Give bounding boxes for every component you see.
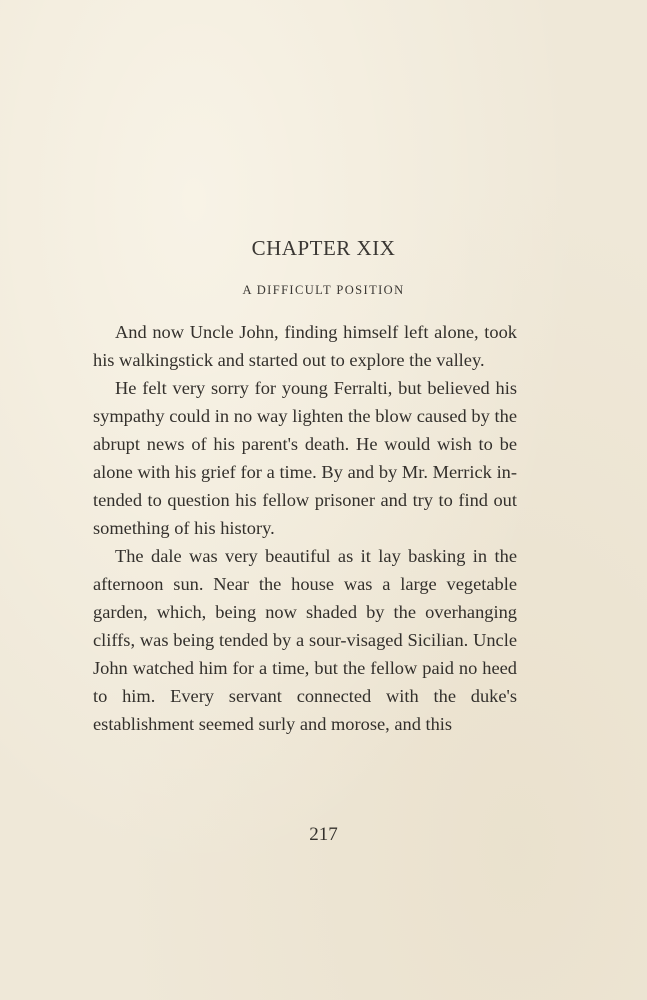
chapter-body (93, 318, 517, 738)
page-number: 217 (309, 824, 338, 845)
paragraph: And now Uncle John, finding himself left alone, took his walkingstick and started out to explore the valley. (93, 322, 517, 370)
paragraph: He felt very sorry for young Ferralti, but believed his sympathy could in no way lighten the blow caused by the abrupt news of his parent's death. He would wish to be alone with his grief for a time. By and by Mr. Merrick intended to question his fellow prisoner and try to find out something of his history. (93, 378, 517, 538)
chapter-subtitle: A DIFFICULT POSITION (242, 283, 405, 297)
chapter-title: CHAPTER XIX (251, 236, 396, 260)
paragraph: The dale was very beautiful as it lay basking in the afternoon sun. Near the house was a large vegetable garden, which, being now shaded by the overhanging cliffs, was being tended by a sour-visaged Sicilian. Uncle John watched him for a time, but the fellow paid no heed to him. Every servant connected with the duke's establishment seemed surly and morose, and this (93, 546, 517, 734)
